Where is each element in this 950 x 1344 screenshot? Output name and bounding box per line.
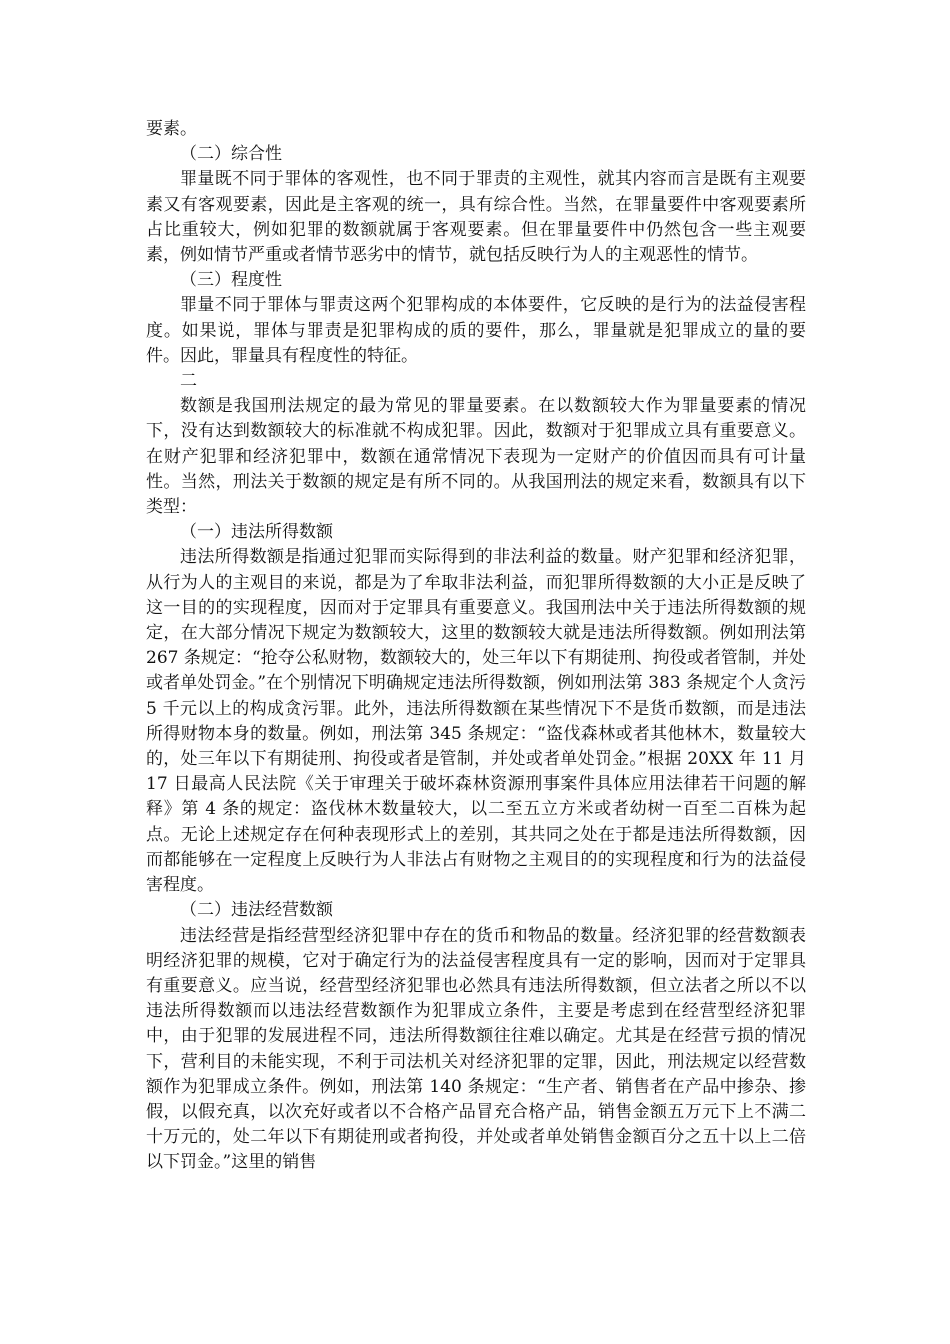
section-heading-degree: （三）程度性 <box>180 270 282 291</box>
paragraph-1: 要素。 <box>146 119 197 139</box>
section-heading-illegal-business: （二）违法经营数额 <box>180 900 333 921</box>
paragraph-6: 违法经营是指经营型经济犯罪中存在的货币和物品的数量。经济犯罪的经营数额表明经济犯罪的规模，它对于确定行为的法益侵害程度具有一定的影响，因而对于定罪具有重要意义。应当说，经营型经济犯罪也必然具有违法所得数额，但立法者之所以不以违法所得数额而以违法经营数额作为犯罪成立条件，主要是考虑到在经营型经济犯罪中，由于犯罪的发展进程不同，违法所得数额往往难以确定。尤其是在经营亏损的情况下，营利目的未能实现，不利于司法机关对经济犯罪的定罪，因此，刑法规定以经营数额作为犯罪成立条件。例如，刑法第 140 条规定：“生产者、销售者在产品中掺杂、掺假，以假充真，以次充好或者以不合格产品冒充合格产品，销售金额五万元下上不满二十万元的，处二年以下有期徒刑或者拘役，并处或者单处销售金额百分之五十以上二倍以下罚金。”这里的销售 <box>146 925 806 1173</box>
section-heading-comprehensive: （二）综合性 <box>180 144 282 165</box>
section-heading-two: 二 <box>180 371 197 392</box>
section-heading-illegal-income: （一）违法所得数额 <box>180 522 333 543</box>
paragraph-3: 罪量不同于罪体与罪责这两个犯罪构成的本体要件，它反映的是行为的法益侵害程度。如果说，罪体与罪责是犯罪构成的质的要件，那么，罪量就是犯罪成立的量的要件。因此，罪量具有程度性的特征。 <box>146 295 806 366</box>
paragraph-5: 违法所得数额是指通过犯罪而实际得到的非法利益的数量。财产犯罪和经济犯罪，从行为人的主观目的来说，都是为了牟取非法利益，而犯罪所得数额的大小正是反映了这一目的的实现程度，因而对于定罪具有重要意义。我国刑法中关于违法所得数额的规定，在大部分情况下规定为数额较大，这里的数额较大就是违法所得数额。例如刑法第 267 条规定：“抢夺公私财物，数额较大的，处三年以下有期徒刑、拘役或者管制，并处或者单处罚金。”在个别情况下明确规定违法所得数额，例如刑法第 383 条规定个人贪污 5 千元以上的构成贪污罪。此外，违法所得数额在某些情况下不是货币数额，而是违法所得财物本身的数量。例如，刑法第 345 条规定：“盗伐森林或者其他林木，数量较大的，处三年以下有期徒刑、拘役或者是管制，并处或者单处罚金。”根据 20XX 年 11 月 17 日最高人民法院《关于审理关于破坏森林资源刑事案件具体应用法律若干问题的解释》第 4 条的规定：盗伐林木数量较大，以二至五立方米或者幼树一百至二百株为起点。无论上述规定存在何种表现形式上的差别，其共同之处在于都是违法所得数额，因而都能够在一定程度上反映行为人非法占有财物之主观目的的实现程度和行为的法益侵害程度。 <box>146 547 806 896</box>
document-page <box>146 117 806 1176</box>
paragraph-2: 罪量既不同于罪体的客观性，也不同于罪责的主观性，就其内容而言是既有主观要素又有客观要素，因此是主客观的统一，具有综合性。当然，在罪量要件中客观要素所占比重较大，例如犯罪的数额就属于客观要素。但在罪量要件中仍然包含一些主观要素，例如情节严重或者情节恶劣中的情节，就包括反映行为人的主观恶性的情节。 <box>146 169 806 266</box>
paragraph-4: 数额是我国刑法规定的最为常见的罪量要素。在以数额较大作为罪量要素的情况下，没有达到数额较大的标准就不构成犯罪。因此，数额对于犯罪成立具有重要意义。在财产犯罪和经济犯罪中，数额在通常情况下表现为一定财产的价值因而具有可计量性。当然，刑法关于数额的规定是有所不同的。从我国刑法的规定来看，数额具有以下类型： <box>146 396 806 518</box>
